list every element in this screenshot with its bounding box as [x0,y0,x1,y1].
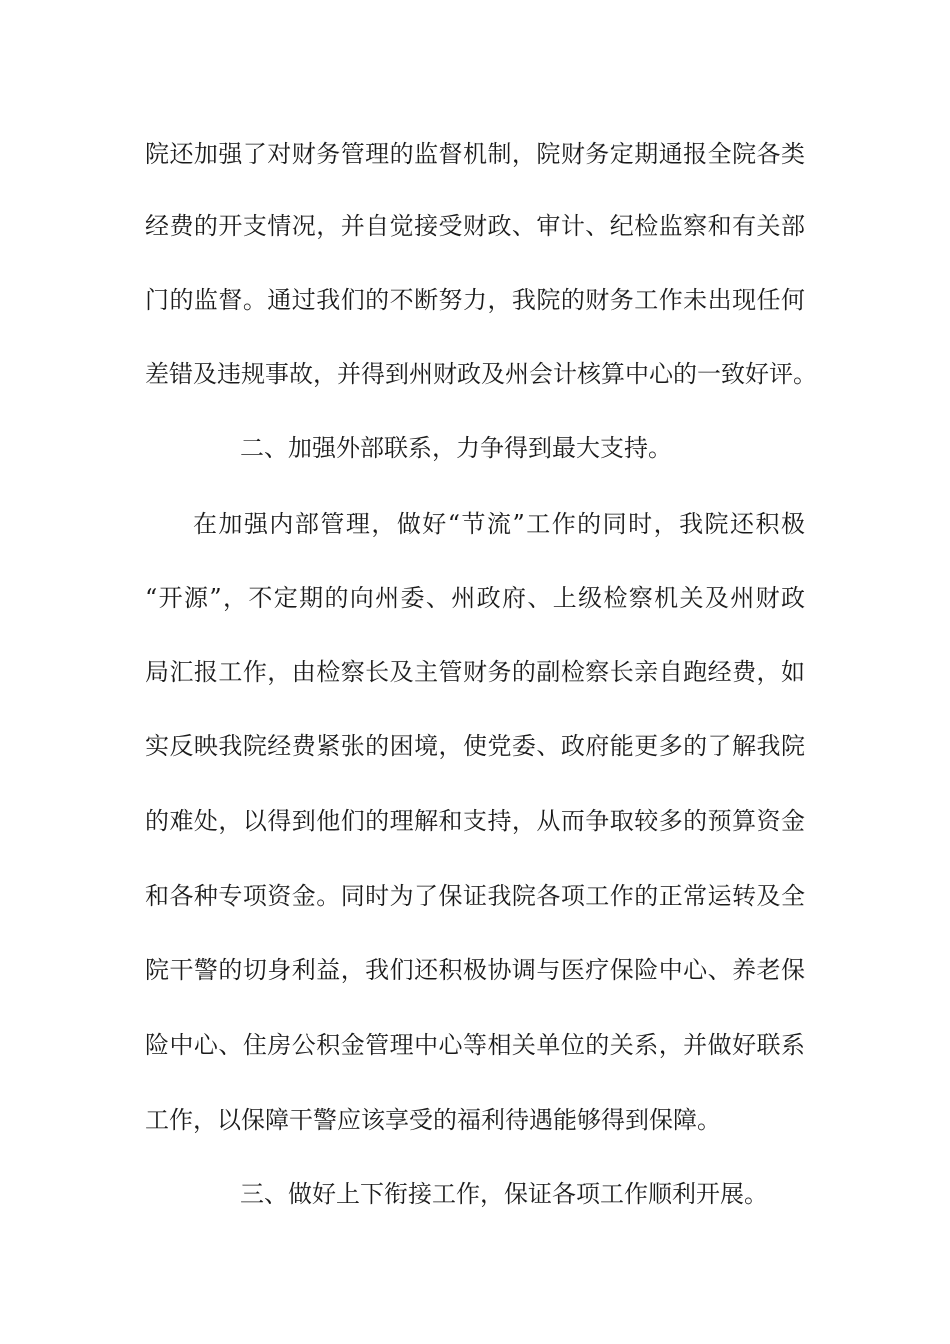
paragraph-line: 门的监督。通过我们的不断努力，我院的财务工作未出现任何 [145,286,805,314]
paragraph-line: 的难处，以得到他们的理解和支持，从而争取较多的预算资金 [145,807,805,835]
paragraph-line: 实反映我院经费紧张的困境，使党委、政府能更多的了解我院 [145,732,805,760]
paragraph-line: 经费的开支情况，并自觉接受财政、审计、纪检监察和有关部 [145,212,805,240]
paragraph-line: 工作，以保障干警应该享受的福利待遇能够得到保障。 [145,1106,721,1134]
paragraph-line: 院干警的切身利益，我们还积极协调与医疗保险中心、养老保 [145,956,805,984]
paragraph-line: “开源”，不定期的向州委、州政府、上级检察机关及州财政 [145,584,805,612]
section-heading-3: 三、做好上下衔接工作，保证各项工作顺利开展。 [240,1180,768,1208]
paragraph-line: 和各种专项资金。同时为了保证我院各项工作的正常运转及全 [145,882,805,910]
section-heading-2: 二、加强外部联系，力争得到最大支持。 [240,434,672,462]
paragraph-line: 局汇报工作，由检察长及主管财务的副检察长亲自跑经费，如 [145,658,805,686]
paragraph-line: 在加强内部管理，做好“节流”工作的同时，我院还积极 [193,510,805,538]
paragraph-line: 院还加强了对财务管理的监督机制，院财务定期通报全院各类 [145,140,805,168]
paragraph-line: 差错及违规事故，并得到州财政及州会计核算中心的一致好评。 [145,360,817,388]
paragraph-line: 险中心、住房公积金管理中心等相关单位的关系，并做好联系 [145,1031,805,1059]
